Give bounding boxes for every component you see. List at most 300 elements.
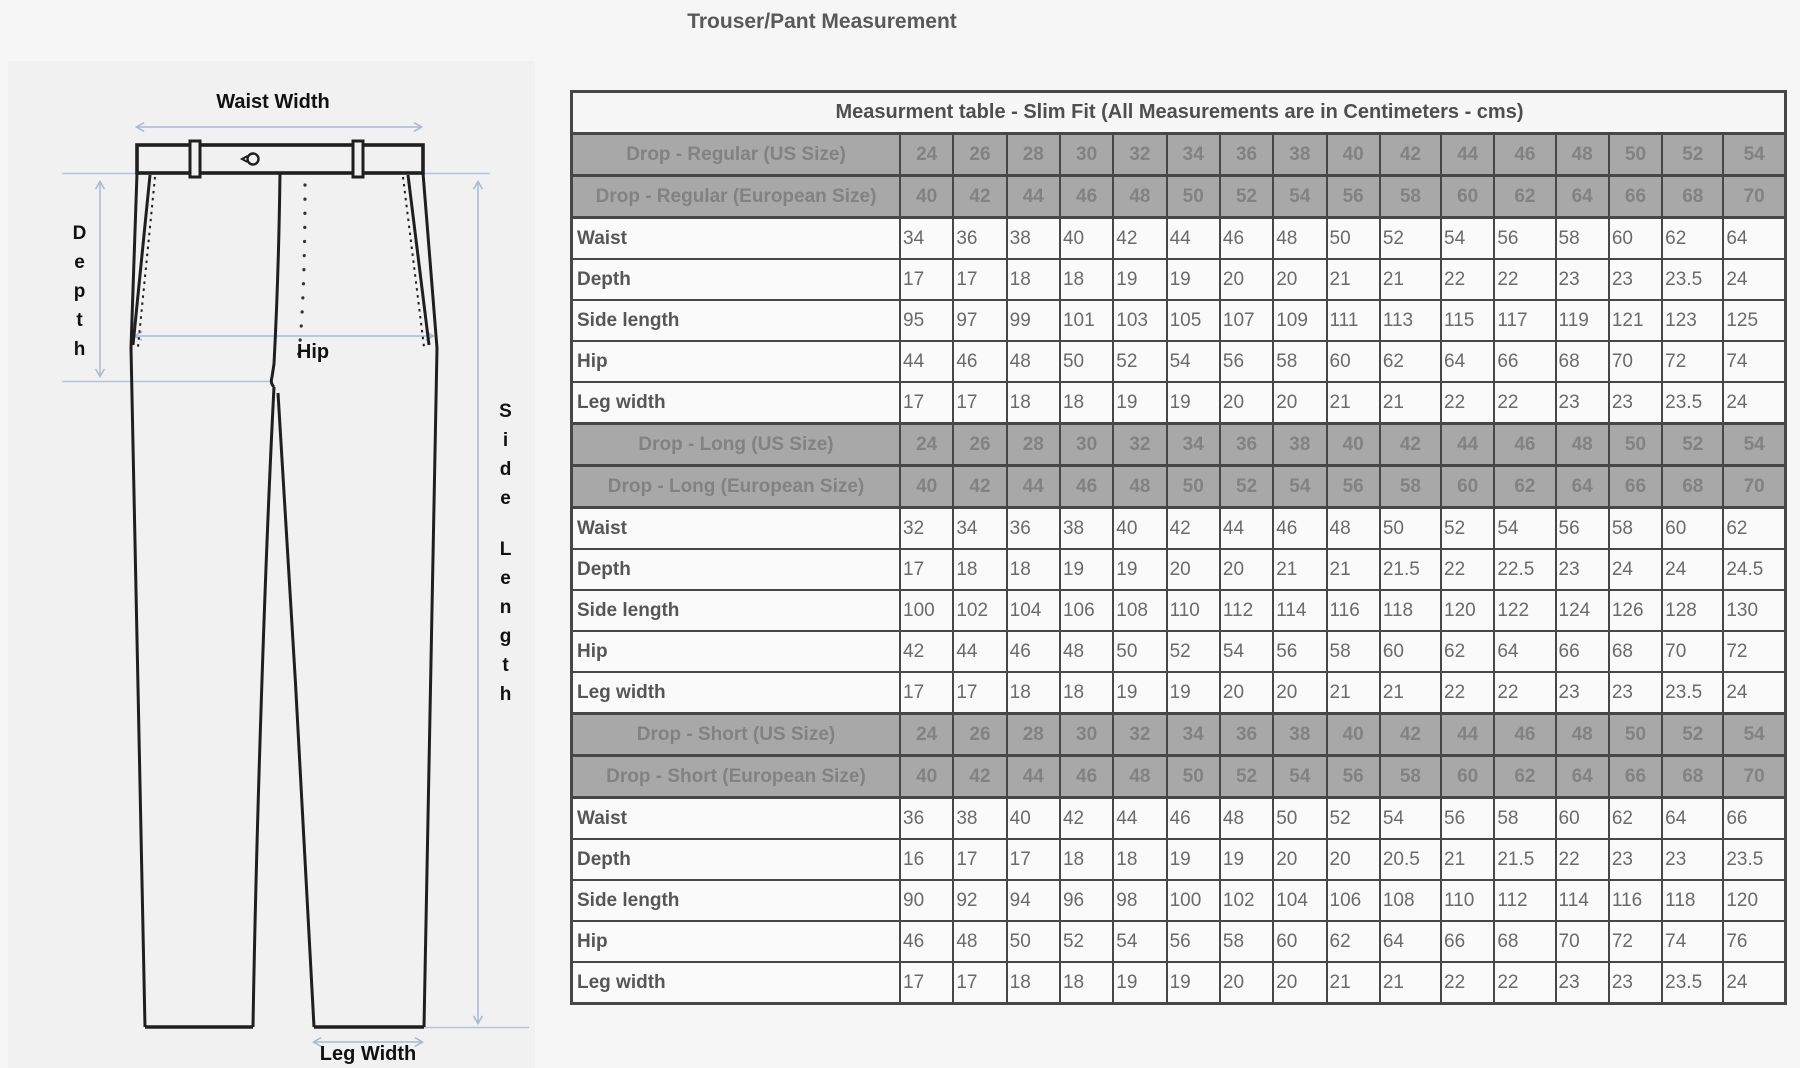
measurement-value-cell: 19: [1167, 382, 1220, 424]
measurement-value-cell: 50: [1060, 341, 1113, 382]
measurement-value-cell: 22: [1441, 382, 1494, 424]
measurement-value-cell: 60: [1609, 218, 1662, 260]
size-value-cell: 54: [1273, 756, 1326, 798]
measurement-label-cell: Side length: [572, 590, 901, 631]
measurement-value-cell: 32: [900, 508, 953, 550]
measurement-value-cell: 34: [953, 508, 1006, 550]
measurement-value-cell: 23.5: [1662, 259, 1723, 300]
crease-dotted-line: [298, 185, 305, 361]
measurement-value-cell: 24: [1723, 962, 1785, 1004]
measurement-row: [572, 218, 1786, 260]
measurement-value-cell: 21: [1327, 549, 1380, 590]
size-value-cell: 26: [953, 134, 1006, 176]
measurement-value-cell: 40: [1060, 218, 1113, 260]
measurement-value-cell: 23: [1556, 672, 1609, 714]
size-value-cell: 68: [1662, 466, 1723, 508]
size-value-cell: 24: [900, 134, 953, 176]
measurement-value-cell: 21: [1327, 962, 1380, 1004]
size-value-cell: 54: [1723, 424, 1785, 466]
right-outer-seam: [423, 173, 437, 1027]
measurement-value-cell: 104: [1273, 880, 1326, 921]
measurement-value-cell: 44: [1113, 798, 1166, 840]
measurement-label-cell: Depth: [572, 839, 901, 880]
size-value-cell: 70: [1723, 756, 1785, 798]
measurement-value-cell: 23: [1609, 839, 1662, 880]
size-header-row: [572, 424, 1786, 466]
measurement-value-cell: 56: [1220, 341, 1273, 382]
measurement-value-cell: 56: [1556, 508, 1609, 550]
measurement-row: [572, 341, 1786, 382]
measurement-value-cell: 52: [1380, 218, 1441, 260]
measurement-value-cell: 60: [1273, 921, 1326, 962]
measurement-label-cell: Leg width: [572, 672, 901, 714]
size-value-cell: 50: [1167, 176, 1220, 218]
measurement-value-cell: 21: [1327, 672, 1380, 714]
trouser-outline: [131, 141, 437, 1027]
measurement-value-cell: 24: [1723, 259, 1785, 300]
measurement-value-cell: 23: [1609, 382, 1662, 424]
size-value-cell: 36: [1220, 714, 1273, 756]
trouser-sketch: [8, 61, 535, 1068]
measurement-value-cell: 50: [1113, 631, 1166, 672]
measurement-value-cell: 118: [1662, 880, 1723, 921]
side-length-label-side: Side: [495, 401, 516, 517]
measurement-value-cell: 38: [1060, 508, 1113, 550]
size-value-cell: 28: [1007, 714, 1060, 756]
measurement-value-cell: 50: [1273, 798, 1326, 840]
size-value-cell: 52: [1220, 176, 1273, 218]
measurement-value-cell: 24: [1723, 382, 1785, 424]
measurement-value-cell: 54: [1494, 508, 1555, 550]
size-value-cell: 34: [1167, 134, 1220, 176]
measurement-value-cell: 126: [1609, 590, 1662, 631]
measurement-value-cell: 102: [1220, 880, 1273, 921]
measurement-value-cell: 119: [1556, 300, 1609, 341]
measurement-value-cell: 74: [1662, 921, 1723, 962]
waistband: [137, 145, 423, 173]
measurement-value-cell: 23: [1662, 839, 1723, 880]
measurement-value-cell: 125: [1723, 300, 1785, 341]
measurement-value-cell: 46: [1220, 218, 1273, 260]
size-value-cell: 44: [1441, 424, 1494, 466]
measurement-value-cell: 98: [1113, 880, 1166, 921]
measurement-value-cell: 44: [900, 341, 953, 382]
measurement-value-cell: 38: [1007, 218, 1060, 260]
size-value-cell: 64: [1556, 756, 1609, 798]
size-value-cell: 62: [1494, 756, 1555, 798]
size-value-cell: 30: [1060, 424, 1113, 466]
measurement-value-cell: 48: [1327, 508, 1380, 550]
measurement-value-cell: 22: [1494, 259, 1555, 300]
size-value-cell: 28: [1007, 134, 1060, 176]
size-value-cell: 52: [1220, 756, 1273, 798]
measurement-value-cell: 120: [1441, 590, 1494, 631]
size-header-label-cell: Drop - Long (European Size): [572, 466, 901, 508]
measurement-value-cell: 122: [1494, 590, 1555, 631]
measurement-value-cell: 22: [1441, 549, 1494, 590]
size-value-cell: 62: [1494, 466, 1555, 508]
measurement-row: [572, 549, 1786, 590]
measurement-value-cell: 104: [1007, 590, 1060, 631]
measurement-row: [572, 839, 1786, 880]
measurement-value-cell: 21: [1441, 839, 1494, 880]
measurement-value-cell: 17: [953, 672, 1006, 714]
measurement-value-cell: 17: [900, 259, 953, 300]
measurement-value-cell: 17: [900, 382, 953, 424]
size-value-cell: 56: [1327, 176, 1380, 218]
size-value-cell: 46: [1060, 756, 1113, 798]
size-value-cell: 44: [1441, 714, 1494, 756]
measurement-value-cell: 54: [1167, 341, 1220, 382]
measurement-value-cell: 70: [1609, 341, 1662, 382]
measurement-value-cell: 19: [1060, 549, 1113, 590]
measurement-value-cell: 111: [1327, 300, 1380, 341]
measurement-value-cell: 46: [953, 341, 1006, 382]
measurement-value-cell: 48: [1060, 631, 1113, 672]
belt-loop-right: [353, 141, 363, 177]
table-title-row: [572, 92, 1786, 134]
measurement-value-cell: 23: [1556, 962, 1609, 1004]
size-header-row: [572, 134, 1786, 176]
measurement-row: [572, 921, 1786, 962]
measurement-label-cell: Waist: [572, 218, 901, 260]
measurement-value-cell: 52: [1327, 798, 1380, 840]
measurement-value-cell: 22: [1494, 672, 1555, 714]
measurement-value-cell: 18: [1060, 382, 1113, 424]
measurement-value-cell: 19: [1113, 382, 1166, 424]
measurement-value-cell: 64: [1380, 921, 1441, 962]
measurement-value-cell: 20: [1220, 549, 1273, 590]
size-value-cell: 52: [1662, 714, 1723, 756]
measurement-value-cell: 58: [1609, 508, 1662, 550]
measurement-value-cell: 23: [1556, 382, 1609, 424]
measurement-row: [572, 962, 1786, 1004]
measurement-value-cell: 17: [900, 962, 953, 1004]
measurement-value-cell: 36: [1007, 508, 1060, 550]
size-value-cell: 48: [1556, 714, 1609, 756]
measurement-value-cell: 24: [1662, 549, 1723, 590]
measurement-row: [572, 508, 1786, 550]
measurement-value-cell: 17: [900, 549, 953, 590]
measurement-value-cell: 60: [1662, 508, 1723, 550]
measurement-value-cell: 103: [1113, 300, 1166, 341]
size-value-cell: 46: [1494, 134, 1555, 176]
size-value-cell: 48: [1113, 756, 1166, 798]
measurement-value-cell: 20: [1220, 382, 1273, 424]
measurement-label-cell: Waist: [572, 798, 901, 840]
measurement-value-cell: 108: [1380, 880, 1441, 921]
measurement-value-cell: 20: [1273, 259, 1326, 300]
size-value-cell: 42: [1380, 714, 1441, 756]
measurement-value-cell: 18: [953, 549, 1006, 590]
size-value-cell: 70: [1723, 176, 1785, 218]
measurement-value-cell: 22: [1441, 962, 1494, 1004]
measurement-value-cell: 18: [1007, 962, 1060, 1004]
measurement-row: [572, 259, 1786, 300]
measurement-row: [572, 382, 1786, 424]
measurement-value-cell: 22.5: [1494, 549, 1555, 590]
measurement-value-cell: 23: [1609, 259, 1662, 300]
measurement-value-cell: 52: [1441, 508, 1494, 550]
size-header-label-cell: Drop - Long (US Size): [572, 424, 901, 466]
size-value-cell: 70: [1723, 466, 1785, 508]
measurement-value-cell: 21: [1380, 672, 1441, 714]
right-inseam: [278, 393, 314, 1027]
size-value-cell: 64: [1556, 466, 1609, 508]
measurement-value-cell: 17: [900, 672, 953, 714]
size-value-cell: 40: [900, 176, 953, 218]
measurement-value-cell: 62: [1723, 508, 1785, 550]
measurement-value-cell: 22: [1494, 382, 1555, 424]
measurement-value-cell: 38: [953, 798, 1006, 840]
measurement-value-cell: 95: [900, 300, 953, 341]
measurement-value-cell: 56: [1441, 798, 1494, 840]
measurement-value-cell: 112: [1494, 880, 1555, 921]
size-value-cell: 60: [1441, 176, 1494, 218]
measurement-row: [572, 631, 1786, 672]
measurement-value-cell: 18: [1060, 962, 1113, 1004]
measurement-row: [572, 672, 1786, 714]
measurement-value-cell: 20: [1167, 549, 1220, 590]
measurement-value-cell: 19: [1167, 839, 1220, 880]
measurement-value-cell: 20: [1273, 962, 1326, 1004]
size-value-cell: 46: [1494, 424, 1555, 466]
measurement-value-cell: 20: [1273, 672, 1326, 714]
measurement-value-cell: 62: [1609, 798, 1662, 840]
size-value-cell: 60: [1441, 756, 1494, 798]
trouser-measurement-diagram: [8, 61, 535, 1068]
measurement-value-cell: 56: [1273, 631, 1326, 672]
measurement-value-cell: 19: [1167, 962, 1220, 1004]
measurement-label-cell: Hip: [572, 631, 901, 672]
measurement-value-cell: 20: [1220, 672, 1273, 714]
measurement-value-cell: 97: [953, 300, 1006, 341]
size-value-cell: 24: [900, 714, 953, 756]
measurement-value-cell: 110: [1167, 590, 1220, 631]
size-header-label-cell: Drop - Short (US Size): [572, 714, 901, 756]
measurement-value-cell: 66: [1494, 341, 1555, 382]
measurement-value-cell: 44: [1167, 218, 1220, 260]
size-value-cell: 54: [1273, 176, 1326, 218]
size-header-row: [572, 756, 1786, 798]
measurement-value-cell: 18: [1060, 672, 1113, 714]
size-value-cell: 26: [953, 424, 1006, 466]
measurement-row: [572, 880, 1786, 921]
size-value-cell: 34: [1167, 714, 1220, 756]
size-value-cell: 58: [1380, 176, 1441, 218]
measurement-value-cell: 52: [1113, 341, 1166, 382]
measurement-value-cell: 66: [1441, 921, 1494, 962]
page-title: Trouser/Pant Measurement: [687, 10, 957, 33]
size-value-cell: 32: [1113, 714, 1166, 756]
measurement-value-cell: 62: [1441, 631, 1494, 672]
measurement-value-cell: 54: [1441, 218, 1494, 260]
size-value-cell: 48: [1113, 176, 1166, 218]
measurement-value-cell: 109: [1273, 300, 1326, 341]
measurement-value-cell: 46: [1007, 631, 1060, 672]
size-value-cell: 36: [1220, 424, 1273, 466]
measurement-value-cell: 50: [1007, 921, 1060, 962]
measurement-value-cell: 70: [1556, 921, 1609, 962]
measurement-value-cell: 22: [1494, 962, 1555, 1004]
measurement-value-cell: 19: [1113, 962, 1166, 1004]
size-value-cell: 42: [953, 466, 1006, 508]
measurement-value-cell: 96: [1060, 880, 1113, 921]
measurement-value-cell: 70: [1662, 631, 1723, 672]
size-value-cell: 44: [1007, 466, 1060, 508]
measurement-label-cell: Depth: [572, 549, 901, 590]
measurement-label-cell: Waist: [572, 508, 901, 550]
measurement-value-cell: 48: [953, 921, 1006, 962]
measurement-value-cell: 101: [1060, 300, 1113, 341]
measurement-value-cell: 52: [1167, 631, 1220, 672]
measurement-value-cell: 118: [1380, 590, 1441, 631]
size-value-cell: 46: [1494, 714, 1555, 756]
measurement-value-cell: 19: [1113, 672, 1166, 714]
size-header-label-cell: Drop - Regular (European Size): [572, 176, 901, 218]
size-value-cell: 54: [1723, 134, 1785, 176]
size-value-cell: 58: [1380, 466, 1441, 508]
measurement-value-cell: 100: [900, 590, 953, 631]
measurement-value-cell: 106: [1327, 880, 1380, 921]
measurement-value-cell: 22: [1441, 672, 1494, 714]
measurement-value-cell: 128: [1662, 590, 1723, 631]
measurement-value-cell: 21: [1273, 549, 1326, 590]
measurement-value-cell: 21: [1380, 962, 1441, 1004]
measurement-value-cell: 24: [1723, 672, 1785, 714]
measurement-value-cell: 121: [1609, 300, 1662, 341]
measurement-value-cell: 92: [953, 880, 1006, 921]
measurement-value-cell: 18: [1007, 672, 1060, 714]
measurement-value-cell: 58: [1494, 798, 1555, 840]
size-header-row: [572, 714, 1786, 756]
measurement-value-cell: 22: [1556, 839, 1609, 880]
measurement-label-cell: Hip: [572, 341, 901, 382]
size-value-cell: 46: [1060, 466, 1113, 508]
measurement-label-cell: Leg width: [572, 382, 901, 424]
size-value-cell: 28: [1007, 424, 1060, 466]
size-value-cell: 48: [1556, 424, 1609, 466]
size-value-cell: 24: [900, 424, 953, 466]
measurement-value-cell: 74: [1723, 341, 1785, 382]
measurement-value-cell: 56: [1494, 218, 1555, 260]
measurement-value-cell: 116: [1609, 880, 1662, 921]
size-value-cell: 52: [1220, 466, 1273, 508]
size-value-cell: 52: [1662, 134, 1723, 176]
measurement-value-cell: 102: [953, 590, 1006, 631]
measurement-value-cell: 20: [1327, 839, 1380, 880]
measurement-value-cell: 50: [1380, 508, 1441, 550]
measurement-value-cell: 19: [1167, 672, 1220, 714]
size-value-cell: 62: [1494, 176, 1555, 218]
size-value-cell: 40: [900, 466, 953, 508]
size-value-cell: 66: [1609, 756, 1662, 798]
measurement-value-cell: 40: [1113, 508, 1166, 550]
measurement-value-cell: 130: [1723, 590, 1785, 631]
measurement-value-cell: 20: [1220, 259, 1273, 300]
measurement-value-cell: 19: [1113, 549, 1166, 590]
measurement-value-cell: 21: [1380, 382, 1441, 424]
size-value-cell: 40: [900, 756, 953, 798]
size-value-cell: 48: [1556, 134, 1609, 176]
size-value-cell: 32: [1113, 134, 1166, 176]
size-header-row: [572, 176, 1786, 218]
measurement-value-cell: 23.5: [1662, 962, 1723, 1004]
measurement-value-cell: 18: [1060, 259, 1113, 300]
measurement-value-cell: 64: [1441, 341, 1494, 382]
measurement-value-cell: 115: [1441, 300, 1494, 341]
waist-width-label: Waist Width: [216, 91, 330, 113]
depth-label: Depth: [69, 223, 90, 368]
size-value-cell: 32: [1113, 424, 1166, 466]
measurement-value-cell: 36: [953, 218, 1006, 260]
measurement-value-cell: 48: [1273, 218, 1326, 260]
measurement-row: [572, 798, 1786, 840]
measurement-value-cell: 72: [1723, 631, 1785, 672]
size-value-cell: 68: [1662, 176, 1723, 218]
measurement-value-cell: 46: [900, 921, 953, 962]
size-value-cell: 40: [1327, 424, 1380, 466]
size-value-cell: 44: [1007, 176, 1060, 218]
measurement-value-cell: 123: [1662, 300, 1723, 341]
size-value-cell: 54: [1723, 714, 1785, 756]
measurement-value-cell: 58: [1327, 631, 1380, 672]
measurement-value-cell: 23: [1556, 259, 1609, 300]
measurement-value-cell: 23: [1609, 962, 1662, 1004]
size-value-cell: 42: [1380, 424, 1441, 466]
measurement-value-cell: 105: [1167, 300, 1220, 341]
measurement-value-cell: 68: [1494, 921, 1555, 962]
measurement-value-cell: 19: [1167, 259, 1220, 300]
size-value-cell: 64: [1556, 176, 1609, 218]
measurement-row: [572, 590, 1786, 631]
measurement-value-cell: 62: [1327, 921, 1380, 962]
measurement-value-cell: 107: [1220, 300, 1273, 341]
measurement-value-cell: 21: [1327, 259, 1380, 300]
measurement-value-cell: 19: [1220, 839, 1273, 880]
measurement-value-cell: 19: [1113, 259, 1166, 300]
measurement-value-cell: 124: [1556, 590, 1609, 631]
measurement-value-cell: 18: [1007, 549, 1060, 590]
size-value-cell: 68: [1662, 756, 1723, 798]
measurement-value-cell: 64: [1723, 218, 1785, 260]
measurement-value-cell: 18: [1113, 839, 1166, 880]
size-value-cell: 58: [1380, 756, 1441, 798]
size-value-cell: 40: [1327, 714, 1380, 756]
measurement-value-cell: 42: [1060, 798, 1113, 840]
measurement-value-cell: 24.5: [1723, 549, 1785, 590]
measurement-value-cell: 23: [1556, 549, 1609, 590]
measurement-value-cell: 21: [1327, 382, 1380, 424]
side-length-label-length: Length: [495, 539, 516, 713]
size-value-cell: 52: [1662, 424, 1723, 466]
measurement-value-cell: 90: [900, 880, 953, 921]
measurement-value-cell: 72: [1609, 921, 1662, 962]
measurement-value-cell: 42: [1167, 508, 1220, 550]
measurement-value-cell: 62: [1662, 218, 1723, 260]
measurement-value-cell: 44: [953, 631, 1006, 672]
size-value-cell: 34: [1167, 424, 1220, 466]
size-value-cell: 56: [1327, 756, 1380, 798]
size-value-cell: 46: [1060, 176, 1113, 218]
measurement-value-cell: 46: [1167, 798, 1220, 840]
size-value-cell: 56: [1327, 466, 1380, 508]
measurement-value-cell: 23.5: [1662, 382, 1723, 424]
measurement-value-cell: 108: [1113, 590, 1166, 631]
measurement-value-cell: 64: [1662, 798, 1723, 840]
size-value-cell: 26: [953, 714, 1006, 756]
measurement-value-cell: 23.5: [1723, 839, 1785, 880]
